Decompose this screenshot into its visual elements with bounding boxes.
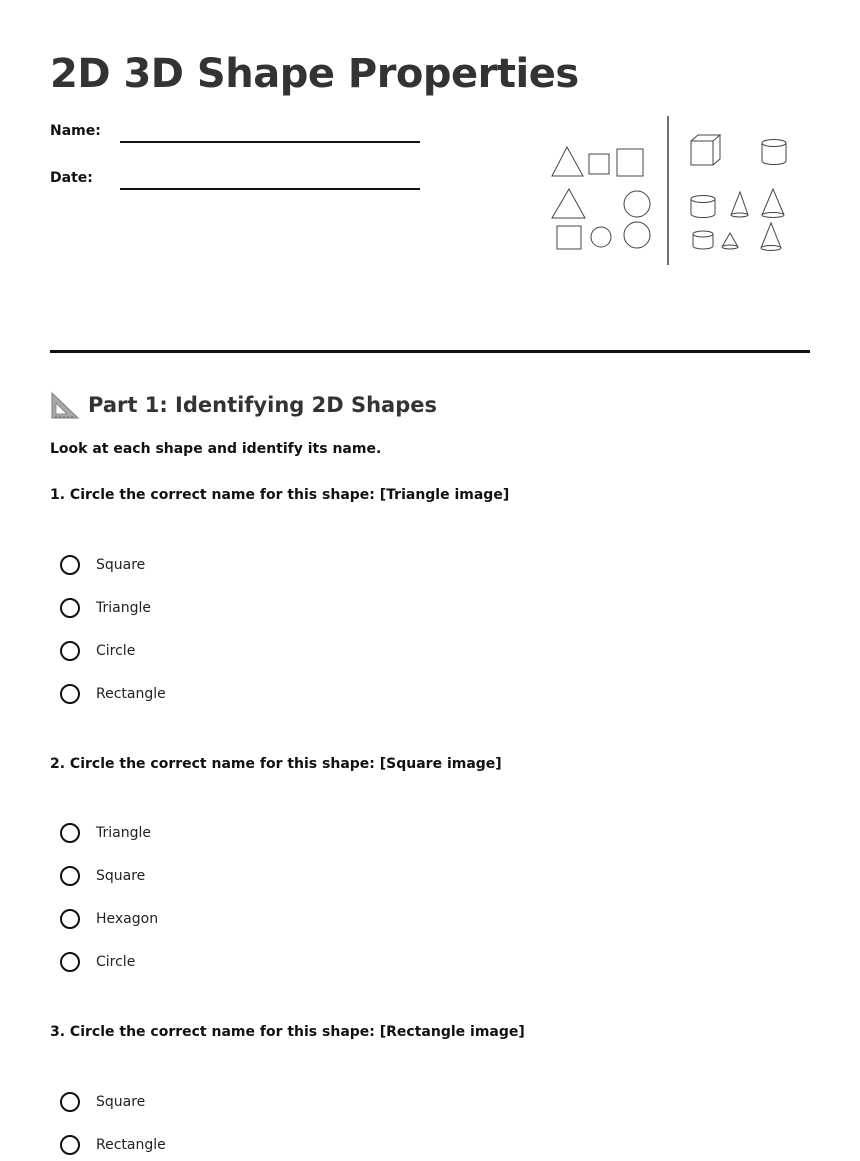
radio-button[interactable] [60, 823, 80, 843]
name-field[interactable] [50, 120, 420, 144]
answer-option[interactable] [60, 820, 151, 846]
radio-button[interactable] [60, 1092, 80, 1112]
question-text: 3. Circle the correct name for this shape: [Rectangle image] [50, 1024, 525, 1040]
cylinder-shape [693, 231, 713, 249]
triangle-shape [552, 147, 583, 176]
answer-option[interactable] [60, 906, 158, 932]
square-shape [589, 154, 609, 174]
date-line[interactable] [120, 188, 420, 190]
answer-option[interactable] [60, 681, 166, 707]
option-label: Square [96, 1094, 146, 1110]
square-shape [557, 226, 581, 249]
option-label: Triangle [96, 600, 151, 616]
radio-button[interactable] [60, 1135, 80, 1155]
answer-option[interactable] [60, 1089, 145, 1115]
option-label: Hexagon [96, 911, 159, 927]
3d-shapes-group [691, 135, 786, 251]
section-divider [50, 350, 810, 353]
answer-option[interactable] [60, 595, 151, 621]
answer-option[interactable] [60, 1132, 166, 1158]
cone-shape [731, 192, 748, 217]
radio-button[interactable] [60, 555, 80, 575]
answer-option[interactable] [60, 949, 135, 975]
cone-shape [762, 189, 784, 218]
radio-button[interactable] [60, 909, 80, 929]
option-label: Square [96, 868, 146, 884]
answer-option[interactable] [60, 638, 135, 664]
answer-option[interactable] [60, 552, 145, 578]
radio-button[interactable] [60, 641, 80, 661]
cone-shape [722, 233, 738, 249]
2d-shapes-group [552, 147, 650, 249]
cube-shape [691, 135, 720, 165]
section-title: Part 1: Identifying 2D Shapes [88, 393, 437, 417]
shapes-illustration [545, 114, 795, 269]
radio-button[interactable] [60, 866, 80, 886]
date-label: Date: [50, 170, 93, 186]
option-label: Rectangle [96, 686, 166, 702]
cone-shape [761, 223, 781, 251]
option-label: Triangle [96, 825, 151, 841]
option-label: Rectangle [96, 1137, 166, 1153]
question-text: 1. Circle the correct name for this shape: [Triangle image] [50, 487, 510, 503]
square-shape [617, 149, 643, 176]
question-text: 2. Circle the correct name for this shape: [Square image] [50, 756, 502, 772]
option-label: Square [96, 557, 146, 573]
option-label: Circle [96, 643, 136, 659]
section-instruction: Look at each shape and identify its name. [50, 441, 382, 457]
circle-shape [624, 222, 650, 248]
radio-button[interactable] [60, 598, 80, 618]
answer-option[interactable] [60, 863, 145, 889]
section-header [50, 388, 437, 422]
set-square-icon [50, 390, 80, 420]
triangle-shape [552, 189, 585, 218]
cylinder-shape [762, 140, 786, 165]
date-field[interactable] [50, 167, 420, 191]
option-label: Circle [96, 954, 136, 970]
cylinder-shape [691, 196, 715, 218]
radio-button[interactable] [60, 952, 80, 972]
page-title: 2D 3D Shape Properties [50, 51, 579, 97]
circle-shape [624, 191, 650, 217]
name-line[interactable] [120, 141, 420, 143]
circle-shape [591, 227, 611, 247]
name-label: Name: [50, 123, 101, 139]
radio-button[interactable] [60, 684, 80, 704]
